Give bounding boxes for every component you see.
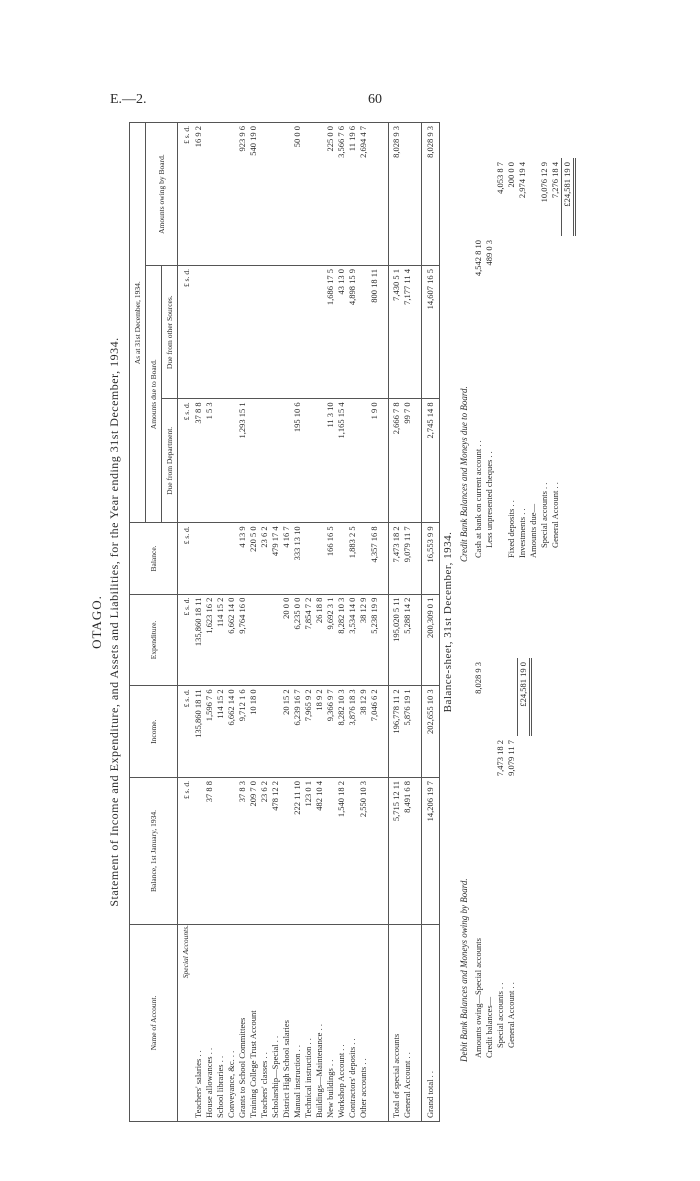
amount-cell (226, 123, 237, 266)
amount-cell: 209 7 0 (248, 778, 259, 925)
units: £ s. d. (178, 778, 194, 925)
amount-cell: 114 15 2 (215, 686, 226, 778)
amount-cell: 16 9 2 (193, 123, 204, 266)
account-name: Contractors' deposits . . (347, 925, 358, 1122)
col-balance-start: Balance, 1st January, 1934. (130, 778, 178, 925)
account-name: Buildings—Maintenance . . (314, 925, 325, 1122)
amount-cell: 8,028 9 3 (389, 123, 403, 266)
table-row (303, 123, 314, 1122)
item-label: Amounts owing—Special accounts (473, 938, 483, 1058)
amount-cell: 8,282 10 3 (336, 594, 347, 686)
total-amount: £24,581 19 0 (517, 658, 530, 736)
amount-cell: 50 0 0 (292, 123, 303, 266)
amount-cell: 333 13 10 (292, 523, 303, 594)
amount-cell: 6,662 14 0 (226, 594, 237, 686)
amount-cell: 11 19 6 (347, 123, 358, 266)
amount-cell: 222 11 10 (292, 778, 303, 925)
item-amount: 4,053 8 7 (495, 162, 505, 194)
amount-cell (369, 123, 380, 266)
total-row (517, 658, 530, 1062)
amount-cell: 11 3 10 (325, 399, 336, 523)
amount-cell: 5,238 19 9 (369, 594, 380, 686)
amount-cell (204, 123, 215, 266)
amount-cell: 9,079 11 7 (402, 523, 413, 594)
spacer-row (413, 123, 422, 1122)
item-label: General Account . . (550, 482, 561, 548)
amount-cell: 4 13 9 (237, 523, 248, 594)
item-label: Credit balances— (484, 996, 494, 1058)
amount-cell: 195 10 6 (292, 399, 303, 523)
amount-cell: 23 6 2 (259, 523, 270, 594)
account-name: Grand total . . (422, 925, 440, 1122)
list-item (539, 158, 550, 562)
table-row (347, 123, 358, 1122)
amount-cell: 20 15 2 (281, 686, 292, 778)
amount-cell (281, 399, 292, 523)
amount-cell (237, 266, 248, 399)
col-balance: Balance. (130, 523, 178, 594)
total-amount: £24,581 19 0 (562, 158, 575, 236)
amount-cell (314, 399, 325, 523)
amount-cell: 195,020 5 11 (389, 594, 403, 686)
item-amount: 7,276 18 4 (550, 162, 560, 199)
amount-cell (248, 266, 259, 399)
amount-cell: 1 9 0 (369, 399, 380, 523)
item-amount (495, 236, 506, 314)
amount-cell: 540 19 0 (248, 123, 259, 266)
amount-cell: 220 5 0 (248, 523, 259, 594)
amount-cell: 7,430 5 1 (389, 266, 403, 399)
amount-cell: 1,540 18 2 (336, 778, 347, 925)
amount-cell: 18 9 2 (314, 686, 325, 778)
units: £ s. d. (178, 123, 194, 266)
amount-cell: 166 16 5 (325, 523, 336, 594)
account-name: District High School salaries (281, 925, 292, 1122)
amount-cell: 1,596 7 6 (204, 686, 215, 778)
amount-cell: 800 18 11 (369, 266, 380, 399)
amount-cell: 3,566 7 6 (336, 123, 347, 266)
spacer-row (380, 123, 389, 1122)
amount-cell (259, 594, 270, 686)
amount-cell: 7,473 18 2 (389, 523, 403, 594)
amount-cell: 114 15 2 (215, 594, 226, 686)
table-row (402, 123, 413, 1122)
table-row (292, 123, 303, 1122)
amount-cell (303, 399, 314, 523)
list-item (484, 658, 495, 1062)
amount-cell: 9,692 3 1 (325, 594, 336, 686)
item-label: Cash at bank on current account . . (473, 440, 483, 558)
amount-cell (193, 523, 204, 594)
amount-cell: 9,764 16 0 (237, 594, 248, 686)
document-title: OTAGO. (89, 595, 104, 649)
account-name: Conveyance, &c. . . (226, 925, 237, 1122)
page-number: 60 (368, 92, 382, 107)
col-due-other: Due from other Sources. (162, 266, 178, 399)
amount-cell: 923 9 6 (237, 123, 248, 266)
account-name: Manual instruction . . (292, 925, 303, 1122)
units: £ s. d. (178, 266, 194, 399)
item-amount (484, 158, 495, 236)
account-name: Scholarship—Special . . (270, 925, 281, 1122)
amount-cell: 23 6 2 (259, 778, 270, 925)
amount-cell (248, 399, 259, 523)
list-item (473, 658, 484, 1062)
amount-cell (314, 123, 325, 266)
amount-cell: 1,883 2 5 (347, 523, 358, 594)
amount-cell: 14,206 19 7 (422, 778, 440, 925)
account-name: Grants to School Committees (237, 925, 248, 1122)
amount-cell (193, 266, 204, 399)
item-amount (473, 158, 484, 236)
amount-cell (248, 594, 259, 686)
total-row (562, 158, 575, 562)
account-name: Technical instruction . . (303, 925, 314, 1122)
amount-cell: 26 18 8 (314, 594, 325, 686)
table-row (389, 123, 403, 1122)
amount-cell: 5,715 12 11 (389, 778, 403, 925)
amount-cell (314, 266, 325, 399)
amount-cell: 4,898 15 9 (347, 266, 358, 399)
col-income: Income. (130, 686, 178, 778)
amount-cell (358, 399, 369, 523)
item-amount: 7,473 18 2 (495, 740, 505, 777)
account-name: General Account . . (402, 925, 413, 1122)
amount-cell: 479 17 4 (270, 523, 281, 594)
amount-cell (281, 266, 292, 399)
table-row (237, 123, 248, 1122)
amount-cell (215, 123, 226, 266)
amount-cell (270, 123, 281, 266)
amount-cell: 1,293 15 1 (237, 399, 248, 523)
col-name: Name of Account. (130, 925, 178, 1122)
amount-cell: 4 16 7 (281, 523, 292, 594)
item-amount: 200 0 0 (506, 162, 516, 188)
amount-cell (325, 778, 336, 925)
units: £ s. d. (178, 594, 194, 686)
amount-cell (259, 686, 270, 778)
amount-cell (215, 399, 226, 523)
list-item (506, 158, 517, 562)
amount-cell (226, 778, 237, 925)
amount-cell (270, 594, 281, 686)
item-label: General Account . . (506, 982, 516, 1048)
account-name: Other accounts . . (358, 925, 369, 1122)
table-row (270, 123, 281, 1122)
amount-cell (259, 266, 270, 399)
amount-cell: 3,534 14 0 (347, 594, 358, 686)
amount-cell: 37 8 8 (204, 778, 215, 925)
account-name: Teachers' salaries . . (193, 925, 204, 1122)
units: £ s. d. (178, 686, 194, 778)
amount-cell: 16,553 9 9 (422, 523, 440, 594)
amount-cell: 6,235 0 0 (292, 594, 303, 686)
amount-cell (281, 123, 292, 266)
amount-cell: 1,623 16 2 (204, 594, 215, 686)
page-reference: E.—2. (110, 92, 147, 107)
amount-cell: 5,288 14 2 (402, 594, 413, 686)
amount-cell: 7,854 7 2 (303, 594, 314, 686)
item-amount (528, 158, 539, 236)
list-item (506, 658, 517, 1062)
item-amount (528, 236, 539, 314)
amount-cell: 2,745 14 8 (422, 399, 440, 523)
amount-cell (358, 266, 369, 399)
amount-cell: 482 10 4 (314, 778, 325, 925)
amount-cell (347, 399, 358, 523)
amount-cell: 38 12 9 (358, 686, 369, 778)
amount-cell: 135,860 18 11 (193, 594, 204, 686)
list-item (484, 158, 495, 562)
debit-title: Debit Bank Balances and Moneys owing by Board. (459, 878, 469, 1062)
amount-cell: 8,282 10 3 (336, 686, 347, 778)
amount-cell: 478 12 2 (270, 778, 281, 925)
amount-cell: 10 18 0 (248, 686, 259, 778)
table-row (248, 123, 259, 1122)
item-label: Fixed deposits . . (506, 500, 516, 558)
amount-cell: 8,028 9 3 (422, 123, 440, 266)
item-amount: 10,076 12 9 (539, 162, 549, 203)
item-amount (517, 236, 528, 314)
amount-cell: 37 8 3 (237, 778, 248, 925)
amount-cell: 37 8 8 (193, 399, 204, 523)
amount-cell: 1,686 17 5 (325, 266, 336, 399)
col-as-at: As at 31st December, 1934. (130, 123, 146, 523)
amount-cell: 7,965 9 2 (303, 686, 314, 778)
table-row (281, 123, 292, 1122)
item-amount (506, 658, 517, 736)
table-row (314, 123, 325, 1122)
amount-cell: 135,860 18 11 (193, 686, 204, 778)
amount-cell: 7,046 6 2 (369, 686, 380, 778)
amount-cell: 6,239 16 7 (292, 686, 303, 778)
amount-cell (204, 523, 215, 594)
col-due-dept: Due from Department. (162, 399, 178, 523)
amount-cell (215, 778, 226, 925)
amount-cell (259, 399, 270, 523)
amount-cell (270, 266, 281, 399)
table-row (204, 123, 215, 1122)
col-amounts-due: Amounts due to Board. (146, 266, 162, 523)
amount-cell: 9,712 1 6 (237, 686, 248, 778)
item-label: Special accounts . . (495, 982, 505, 1048)
amount-cell: 3,876 18 3 (347, 686, 358, 778)
item-amount: 4,542 8 10 (473, 240, 483, 277)
item-amount: 8,028 9 3 (473, 662, 483, 694)
units-row (178, 123, 194, 1122)
amount-cell: 99 7 0 (402, 399, 413, 523)
amount-cell (226, 266, 237, 399)
amount-cell: 5,876 19 1 (402, 686, 413, 778)
amount-cell (358, 523, 369, 594)
amount-cell: 200,309 0 1 (422, 594, 440, 686)
amount-cell: 2,550 10 3 (358, 778, 369, 925)
amount-cell (292, 266, 303, 399)
amount-cell: 9,366 9 7 (325, 686, 336, 778)
account-name: New buildings . . (325, 925, 336, 1122)
amount-cell: 7,177 11 4 (402, 266, 413, 399)
amount-cell: 20 0 0 (281, 594, 292, 686)
list-item (550, 158, 562, 562)
units: £ s. d. (178, 523, 194, 594)
amount-cell (215, 266, 226, 399)
amount-cell (281, 778, 292, 925)
amount-cell: 1 5 3 (204, 399, 215, 523)
item-amount (506, 236, 517, 314)
item-label: Less unpresented cheques . . (484, 451, 494, 548)
amount-cell (204, 266, 215, 399)
item-label: Special accounts . . (539, 482, 549, 548)
amount-cell (193, 778, 204, 925)
table-row (358, 123, 369, 1122)
amount-cell: 43 13 0 (336, 266, 347, 399)
table-row (215, 123, 226, 1122)
item-amount (495, 658, 506, 736)
amount-cell: 8,491 6 8 (402, 778, 413, 925)
amount-cell (402, 123, 413, 266)
account-name: Workshop Account . . (336, 925, 347, 1122)
amount-cell (215, 523, 226, 594)
amount-cell (303, 266, 314, 399)
col-expenditure: Expenditure. (130, 594, 178, 686)
amount-cell: 196,778 11 2 (389, 686, 403, 778)
amount-cell: 1,165 15 4 (336, 399, 347, 523)
amount-cell: 123 0 1 (303, 778, 314, 925)
account-name: Teachers' classes . . (259, 925, 270, 1122)
amount-cell (303, 123, 314, 266)
units: £ s. d. (178, 399, 194, 523)
amount-cell (226, 399, 237, 523)
item-label: Investments . . (517, 508, 527, 558)
table-row (336, 123, 347, 1122)
item-amount: 9,079 11 7 (506, 740, 516, 776)
account-name: Training College Trust Account (248, 925, 259, 1122)
item-amount (484, 736, 495, 814)
list-item (473, 158, 484, 562)
debit-table (473, 658, 532, 1062)
list-item (495, 158, 506, 562)
amount-cell (270, 399, 281, 523)
credit-title: Credit Bank Balances and Moneys due to Board. (459, 386, 469, 562)
account-name: School libraries . . (215, 925, 226, 1122)
table-row (369, 123, 380, 1122)
amount-cell: 6,662 14 0 (226, 686, 237, 778)
credit-table (473, 158, 576, 562)
amount-cell (303, 523, 314, 594)
amount-cell: 14,607 16 5 (422, 266, 440, 399)
amount-cell (369, 778, 380, 925)
amount-cell: 4,357 16 8 (369, 523, 380, 594)
amount-cell: 225 0 0 (325, 123, 336, 266)
account-name (369, 925, 380, 1122)
item-amount (539, 236, 550, 314)
amount-cell (226, 523, 237, 594)
rotated-sheet (87, 122, 647, 1122)
amount-cell: 38 12 9 (358, 594, 369, 686)
table-row (193, 123, 204, 1122)
amount-cell (259, 123, 270, 266)
item-amount (473, 736, 484, 814)
special-heading: Special Accounts. (178, 925, 194, 1122)
item-amount (550, 236, 562, 314)
col-owing: Amounts owing by Board. (146, 123, 178, 266)
amount-cell (336, 523, 347, 594)
item-label: Amounts due— (528, 503, 538, 558)
amount-cell: 202,655 10 3 (422, 686, 440, 778)
list-item (495, 658, 506, 1062)
list-item (517, 158, 528, 562)
amount-cell (314, 523, 325, 594)
table-row (226, 123, 237, 1122)
account-name: House allowances . . (204, 925, 215, 1122)
list-item (528, 158, 539, 562)
amount-cell: 2,666 7 8 (389, 399, 403, 523)
amount-cell (347, 778, 358, 925)
table-row (259, 123, 270, 1122)
account-name: Total of special accounts (389, 925, 403, 1122)
item-amount (484, 658, 495, 736)
table-row (422, 123, 440, 1122)
item-label (495, 314, 506, 562)
table-row (325, 123, 336, 1122)
statement-table (129, 122, 440, 1122)
balance-sheet-title: Balance-sheet, 31st December, 1934. (442, 531, 454, 713)
item-amount: 2,974 19 4 (517, 162, 527, 199)
item-amount: 489 0 3 (484, 240, 494, 266)
statement-title: Statement of Income and Expenditure, and Assets and Liabilities, for the Year ending 31st December, 1934. (107, 337, 121, 907)
amount-cell (270, 686, 281, 778)
amount-cell: 2,694 4 7 (358, 123, 369, 266)
